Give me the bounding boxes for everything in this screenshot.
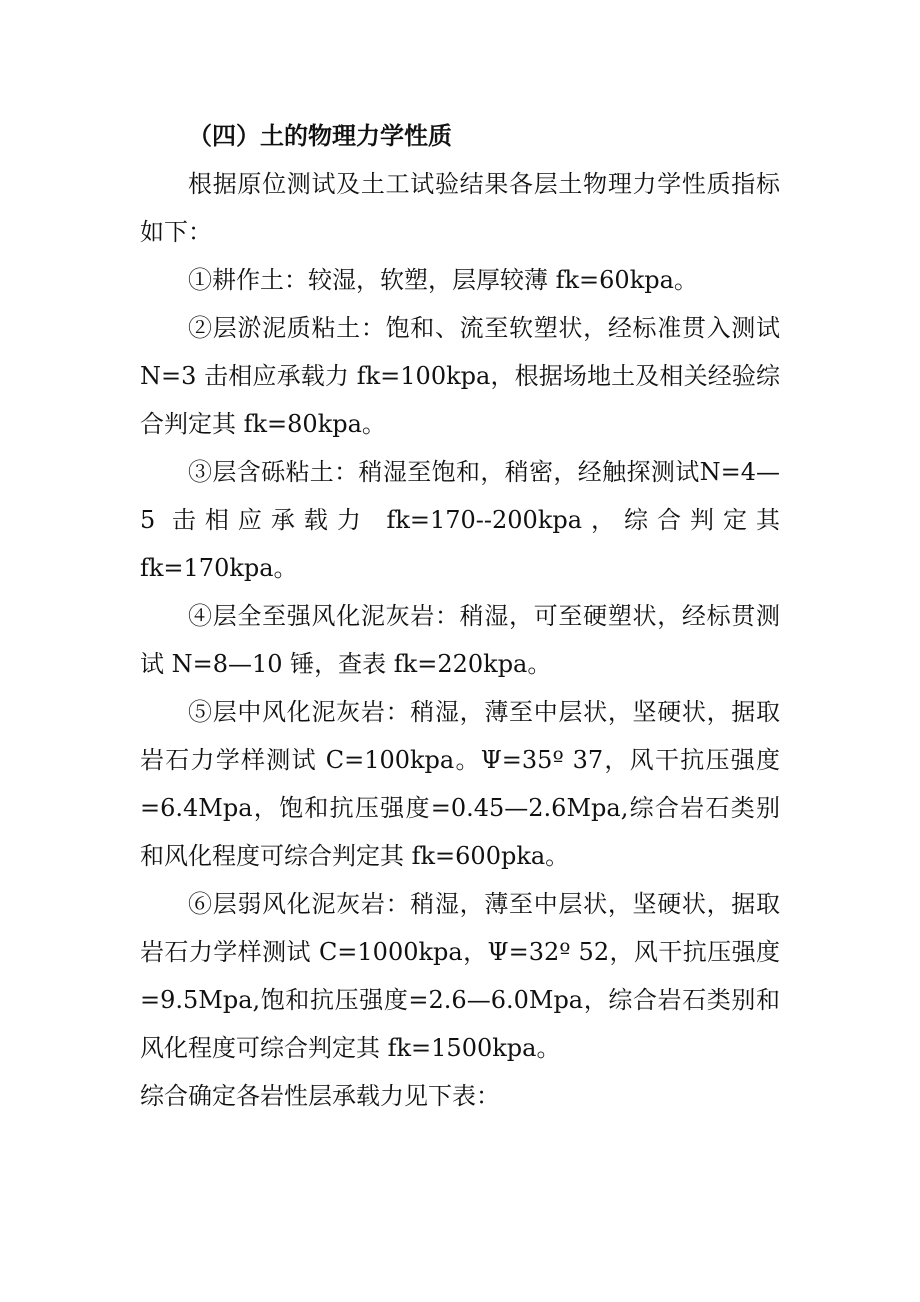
layer-6-paragraph: ⑥层弱风化泥灰岩：稍湿，薄至中层状，坚硬状，据取岩石力学样测试 C=1000kpa，Ψ=32º 52，风干抗压强度=9.5Mpa,饱和抗压强度=2.6—6.0Mpa，综合岩石类别和风化程度可综合判定其 fk=1500kpa。: [140, 890, 780, 1062]
section-heading: （四）土的物理力学性质: [188, 121, 452, 150]
layer-1-paragraph: ①耕作土：较湿，软塑，层厚较薄 fk=60kpa。: [188, 266, 698, 294]
layer-4-paragraph: ④层全至强风化泥灰岩：稍湿，可至硬塑状，经标贯测试 N=8—10 锤，查表 fk=220kpa。: [140, 602, 780, 678]
layer-3-paragraph: ③层含砾粘土：稍湿至饱和，稍密，经触探测试N=4—5 击相应承载力 fk=170--200kpa，综合判定其fk=170kpa。: [140, 458, 780, 582]
layer-2-paragraph: ②层淤泥质粘土：饱和、流至软塑状，经标准贯入测试N=3 击相应承载力 fk=100kpa，根据场地土及相关经验综合判定其 fk=80kpa。: [140, 314, 780, 438]
closing-paragraph: 综合确定各岩性层承载力见下表：: [140, 1082, 500, 1110]
layer-5-paragraph: ⑤层中风化泥灰岩：稍湿，薄至中层状，坚硬状，据取岩石力学样测试 C=100kpa。Ψ=35º 37，风干抗压强度=6.4Mpa，饱和抗压强度=0.45—2.6Mpa,综合岩石类别和风化程度可综合判定其 fk=600pka。: [140, 698, 780, 870]
document-body: [140, 112, 780, 1120]
intro-paragraph: 根据原位测试及土工试验结果各层土物理力学性质指标如下：: [140, 170, 780, 246]
